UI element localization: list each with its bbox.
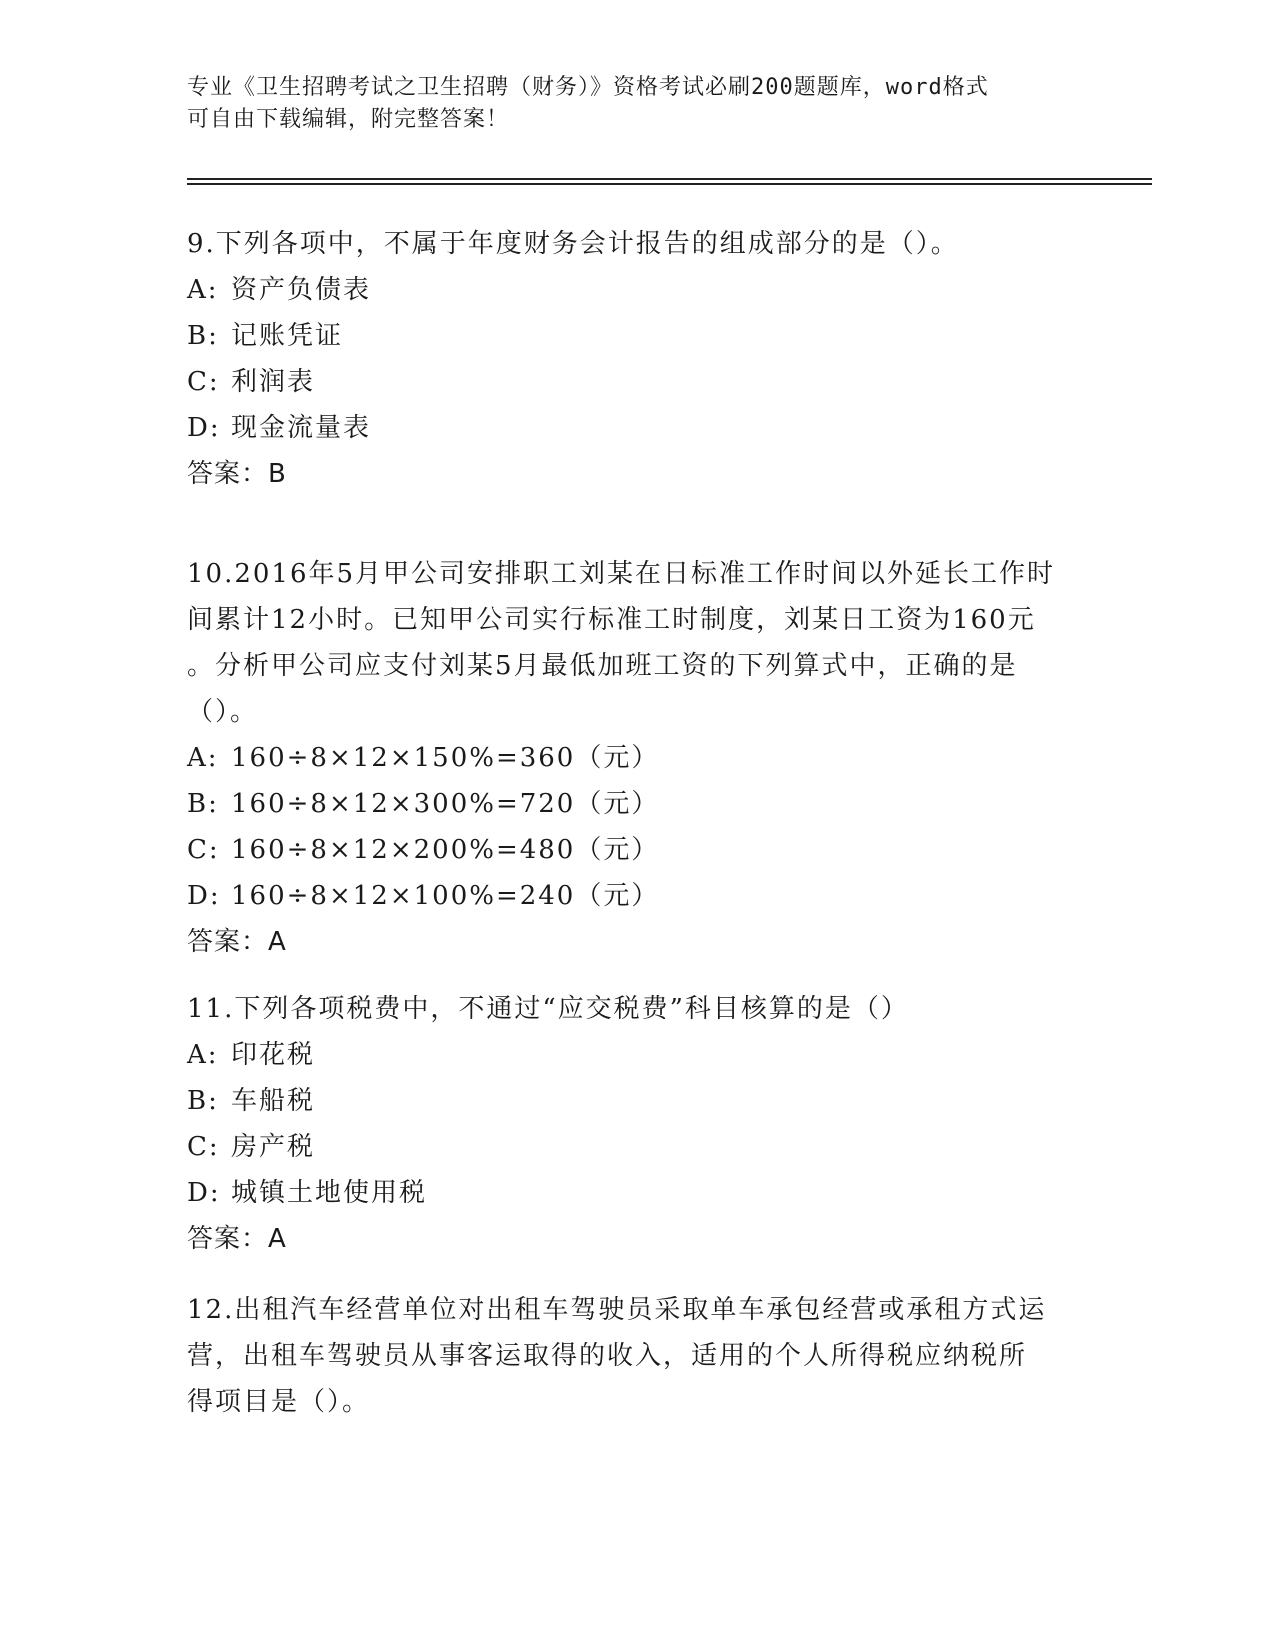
- option-a: [187, 735, 1087, 781]
- option-text: 记账凭证: [231, 321, 344, 351]
- header-line-2: 可自由下载编辑，附完整答案！: [187, 107, 510, 132]
- option-label: A:: [187, 1040, 219, 1070]
- option-c: [187, 359, 1087, 405]
- option-c: [187, 1124, 1087, 1170]
- option-label: D:: [187, 881, 221, 911]
- option-label: C:: [187, 367, 220, 397]
- stem-line: 间累计12小时。已知甲公司实行标准工时制度，刘某日工资为160元: [187, 605, 1036, 635]
- stem-line: 12.出租汽车经营单位对出租车驾驶员采取单车承包经营或承租方式运: [187, 1295, 1047, 1325]
- option-c: [187, 827, 1087, 873]
- question-12: [187, 1287, 1087, 1425]
- option-a: [187, 1032, 1087, 1078]
- option-text: 160÷8×12×300%=720（元）: [231, 789, 660, 819]
- option-d: [187, 1170, 1087, 1216]
- option-label: C:: [187, 835, 220, 865]
- option-text: 资产负债表: [231, 275, 372, 305]
- option-label: B:: [187, 1086, 219, 1116]
- option-label: A:: [187, 275, 219, 305]
- header-line-1: 专业《卫生招聘考试之卫生招聘（财务）》资格考试必刷200题题库，word格式: [187, 75, 989, 100]
- question-stem: [187, 986, 1087, 1032]
- option-a: [187, 267, 1087, 313]
- header-divider-top: [187, 178, 1152, 180]
- option-label: D:: [187, 413, 221, 443]
- stem-line: 。分析甲公司应支付刘某5月最低加班工资的下列算式中，正确的是: [187, 651, 1018, 681]
- stem-line: 10.2016年5月甲公司安排职工刘某在日标准工作时间以外延长工作时: [187, 559, 1056, 589]
- option-text: 印花税: [231, 1040, 316, 1070]
- answer-line: 答案：B: [187, 459, 287, 489]
- option-text: 房产税: [231, 1132, 316, 1162]
- answer-line: 答案：A: [187, 927, 287, 957]
- question-stem: [187, 221, 1087, 267]
- option-text: 160÷8×12×150%=360（元）: [231, 743, 660, 773]
- stem-line: 得项目是（）。: [187, 1387, 371, 1417]
- option-label: B:: [187, 321, 219, 351]
- option-b: [187, 1078, 1087, 1124]
- option-text: 160÷8×12×100%=240（元）: [231, 881, 660, 911]
- option-label: C:: [187, 1132, 220, 1162]
- question-10: [187, 551, 1087, 965]
- stem-line: 9.下列各项中，不属于年度财务会计报告的组成部分的是（）。: [187, 229, 959, 259]
- option-text: 车船税: [231, 1086, 316, 1116]
- document-header: [187, 72, 1087, 136]
- option-b: [187, 781, 1087, 827]
- stem-line: 11.下列各项税费中，不通过“应交税费”科目核算的是（）: [187, 994, 909, 1024]
- header-divider-bottom: [187, 183, 1152, 185]
- option-d: [187, 873, 1087, 919]
- option-text: 160÷8×12×200%=480（元）: [231, 835, 660, 865]
- stem-line: 营，出租车驾驶员从事客运取得的收入，适用的个人所得税应纳税所: [187, 1341, 1028, 1371]
- option-text: 城镇土地使用税: [231, 1178, 428, 1208]
- stem-line: （）。: [187, 697, 259, 727]
- option-label: A:: [187, 743, 219, 773]
- question-stem: [187, 1287, 1087, 1425]
- option-text: 利润表: [231, 367, 316, 397]
- option-d: [187, 405, 1087, 451]
- answer-line: 答案：A: [187, 1224, 287, 1254]
- question-stem: [187, 551, 1087, 735]
- question-11: [187, 986, 1087, 1262]
- option-text: 现金流量表: [231, 413, 372, 443]
- option-label: B:: [187, 789, 219, 819]
- option-label: D:: [187, 1178, 221, 1208]
- option-b: [187, 313, 1087, 359]
- question-9: [187, 221, 1087, 497]
